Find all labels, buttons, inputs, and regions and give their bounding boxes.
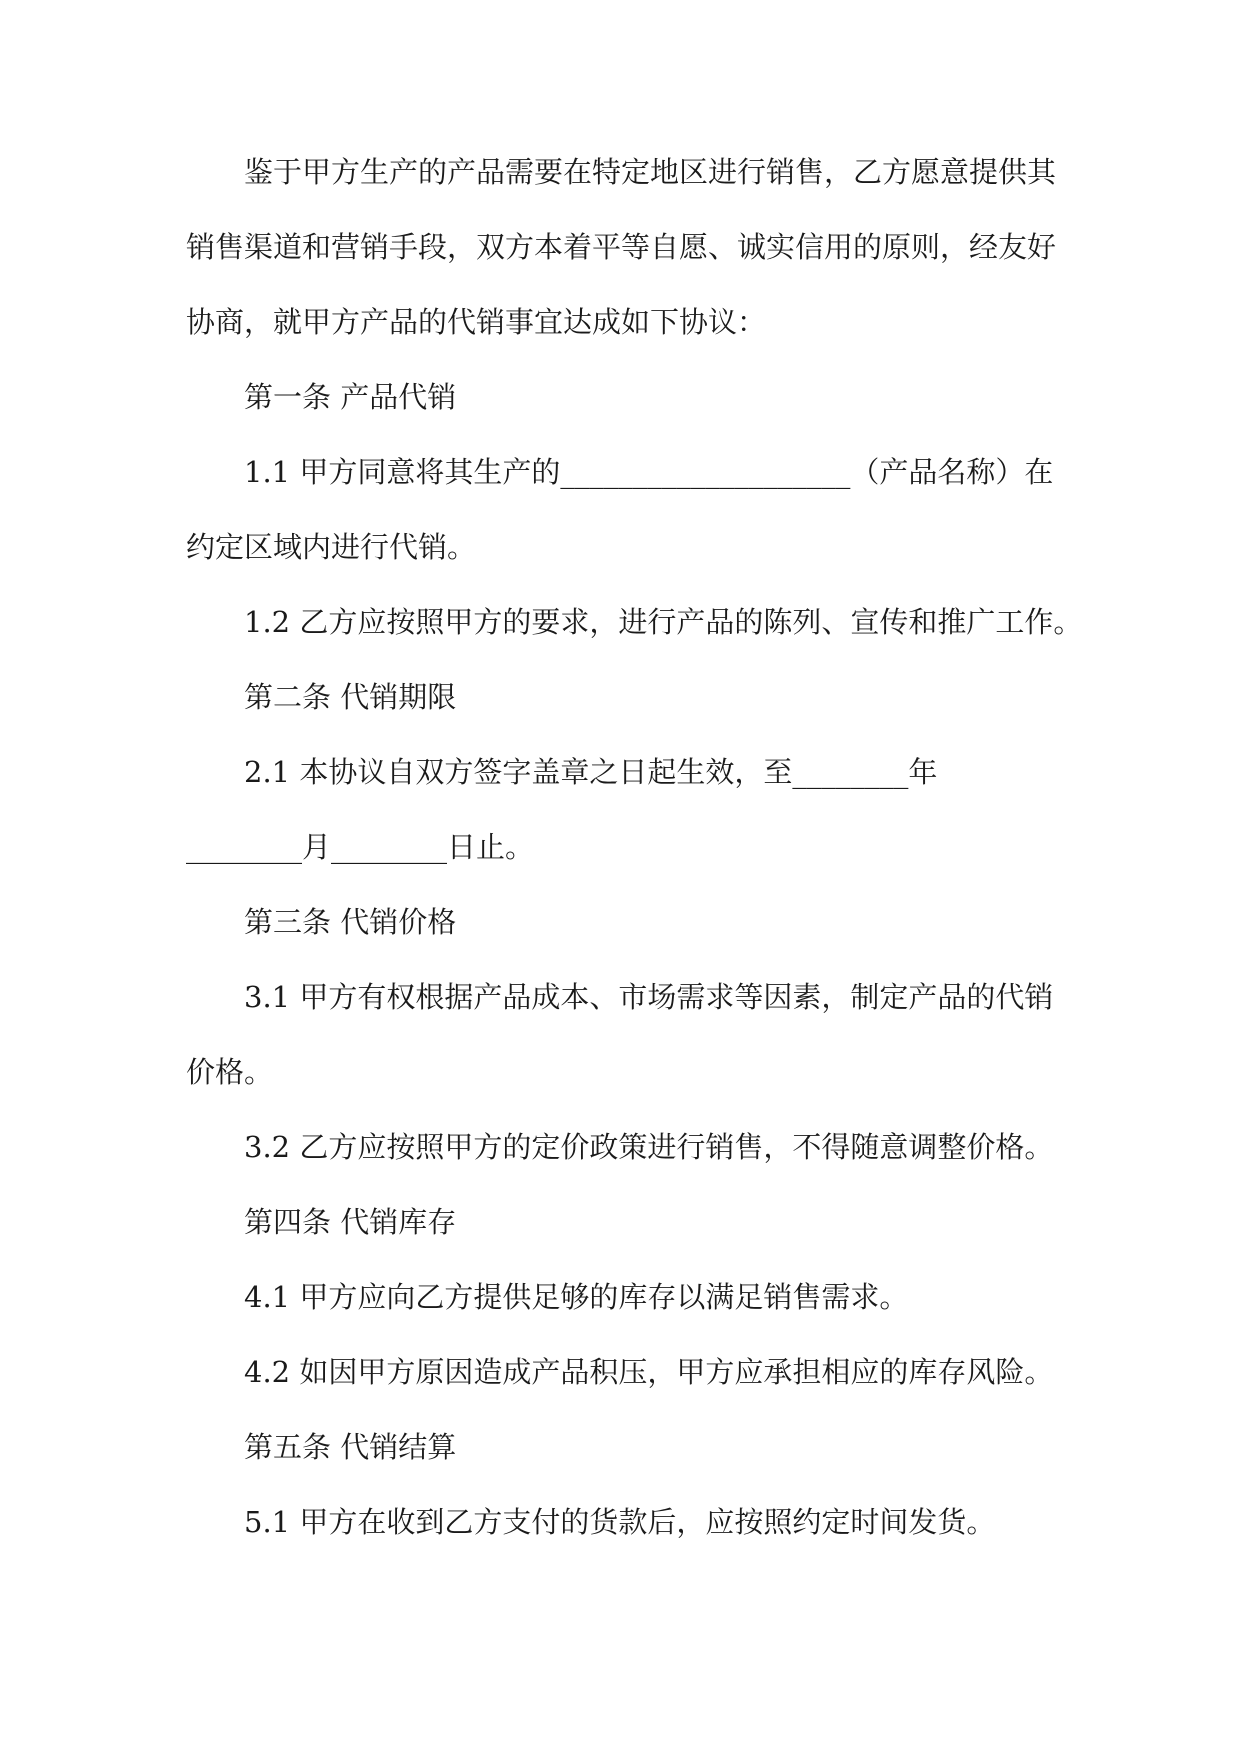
preamble-line-3: 协商，就甲方产品的代销事宜达成如下协议： (186, 305, 767, 339)
article-1-heading: 第一条 产品代销 (244, 380, 457, 414)
preamble-line-1: 鉴于甲方生产的产品需要在特定地区进行销售，乙方愿意提供其 (244, 155, 1057, 189)
article-3-heading: 第三条 代销价格 (244, 905, 457, 939)
clause-1-1-line-1: 1.1 甲方同意将其生产的____________________（产品名称）在 (244, 455, 1054, 489)
clause-1-1-line-2: 约定区域内进行代销。 (186, 530, 477, 564)
article-2-heading: 第二条 代销期限 (244, 680, 457, 714)
clause-1-2: 1.2 乙方应按照甲方的要求，进行产品的陈列、宣传和推广工作。 (244, 605, 1083, 639)
clause-3-1-line-1: 3.1 甲方有权根据产品成本、市场需求等因素，制定产品的代销 (244, 980, 1054, 1014)
clause-5-1: 5.1 甲方在收到乙方支付的货款后，应按照约定时间发货。 (244, 1505, 996, 1539)
article-5-heading: 第五条 代销结算 (244, 1430, 457, 1464)
clause-3-2: 3.2 乙方应按照甲方的定价政策进行销售，不得随意调整价格。 (244, 1130, 1054, 1164)
clause-4-1: 4.1 甲方应向乙方提供足够的库存以满足销售需求。 (244, 1280, 909, 1314)
preamble-line-2: 销售渠道和营销手段，双方本着平等自愿、诚实信用的原则，经友好 (186, 230, 1057, 264)
clause-3-1-line-2: 价格。 (186, 1055, 274, 1089)
article-4-heading: 第四条 代销库存 (244, 1205, 457, 1239)
clause-4-2: 4.2 如因甲方原因造成产品积压，甲方应承担相应的库存风险。 (244, 1355, 1054, 1389)
clause-2-1-line-2: ________月________日止。 (186, 830, 535, 864)
clause-2-1-line-1: 2.1 本协议自双方签字盖章之日起生效，至________年 (244, 755, 938, 789)
